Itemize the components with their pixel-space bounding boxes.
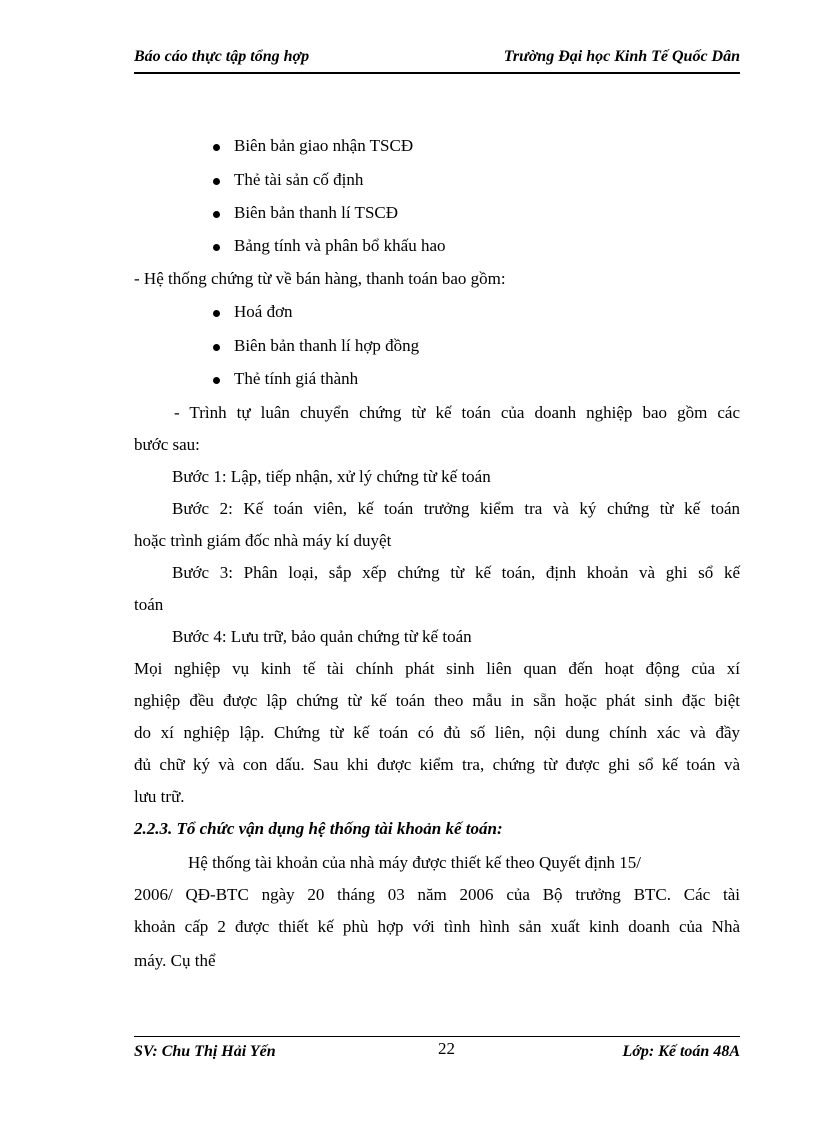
paragraph-line: do xí nghiệp lập. Chứng từ kế toán có đủ số liên, nội dung chính xác và đầy bbox=[134, 723, 740, 742]
bullet-icon bbox=[213, 244, 220, 251]
bullet-icon bbox=[213, 344, 220, 351]
sales-system-heading: - Hệ thống chứng từ về bán hàng, thanh toán bao gồm: bbox=[134, 269, 506, 288]
footer-class: Lớp: Kế toán 48A bbox=[622, 1043, 740, 1060]
bullet-icon bbox=[213, 377, 220, 384]
paragraph-line: Hệ thống tài khoản của nhà máy được thiết kế theo Quyết định 15/ bbox=[188, 853, 642, 872]
sequence-intro-line: bước sau: bbox=[134, 435, 200, 454]
paragraph-line: Mọi nghiệp vụ kinh tế tài chính phát sinh liên quan đến hoạt động của xí bbox=[134, 659, 740, 678]
header-report-title: Báo cáo thực tập tổng hợp bbox=[134, 48, 310, 65]
header-university: Trường Đại học Kinh Tế Quốc Dân bbox=[503, 48, 740, 65]
page-footer bbox=[134, 1036, 740, 1067]
step-1: Bước 1: Lập, tiếp nhận, xử lý chứng từ kế toán bbox=[172, 467, 491, 486]
page-header bbox=[134, 48, 740, 74]
bullet-icon bbox=[213, 310, 220, 317]
bullet-icon bbox=[213, 211, 220, 218]
step-3: Bước 3: Phân loại, sắp xếp chứng từ kế toán, định khoản và ghi sổ kế bbox=[172, 563, 740, 582]
bullet-icon bbox=[213, 178, 220, 185]
paragraph-line: nghiệp đều được lập chứng từ kế toán theo mẫu in sẵn hoặc phát sinh đặc biệt bbox=[134, 691, 740, 710]
page-number: 22 bbox=[438, 1039, 455, 1058]
paragraph-line: lưu trữ. bbox=[134, 787, 185, 806]
bullet-icon bbox=[213, 144, 220, 151]
step-2-cont: hoặc trình giám đốc nhà máy kí duyệt bbox=[134, 531, 392, 550]
step-4: Bước 4: Lưu trữ, bảo quản chứng từ kế toán bbox=[172, 627, 472, 646]
paragraph-line: đủ chữ ký và con dấu. Sau khi được kiểm tra, chứng từ được ghi sổ kế toán và bbox=[134, 755, 740, 774]
footer-student: SV: Chu Thị Hải Yến bbox=[134, 1043, 276, 1060]
paragraph-line: 2006/ QĐ-BTC ngày 20 tháng 03 năm 2006 của Bộ trưởng BTC. Các tài bbox=[134, 885, 740, 904]
sequence-intro-line: - Trình tự luân chuyển chứng từ kế toán của doanh nghiệp bao gồm các bbox=[174, 403, 740, 422]
step-3-cont: toán bbox=[134, 595, 164, 614]
step-2: Bước 2: Kế toán viên, kế toán trưởng kiểm tra và ký chứng từ kế toán bbox=[172, 499, 740, 518]
paragraph-line: khoản cấp 2 được thiết kế phù hợp với tình hình sản xuất kinh doanh của Nhà bbox=[134, 917, 740, 936]
paragraph-line: máy. Cụ thể bbox=[134, 951, 216, 970]
section-heading: 2.2.3. Tổ chức vận dụng hệ thống tài khoản kế toán: bbox=[134, 819, 503, 838]
